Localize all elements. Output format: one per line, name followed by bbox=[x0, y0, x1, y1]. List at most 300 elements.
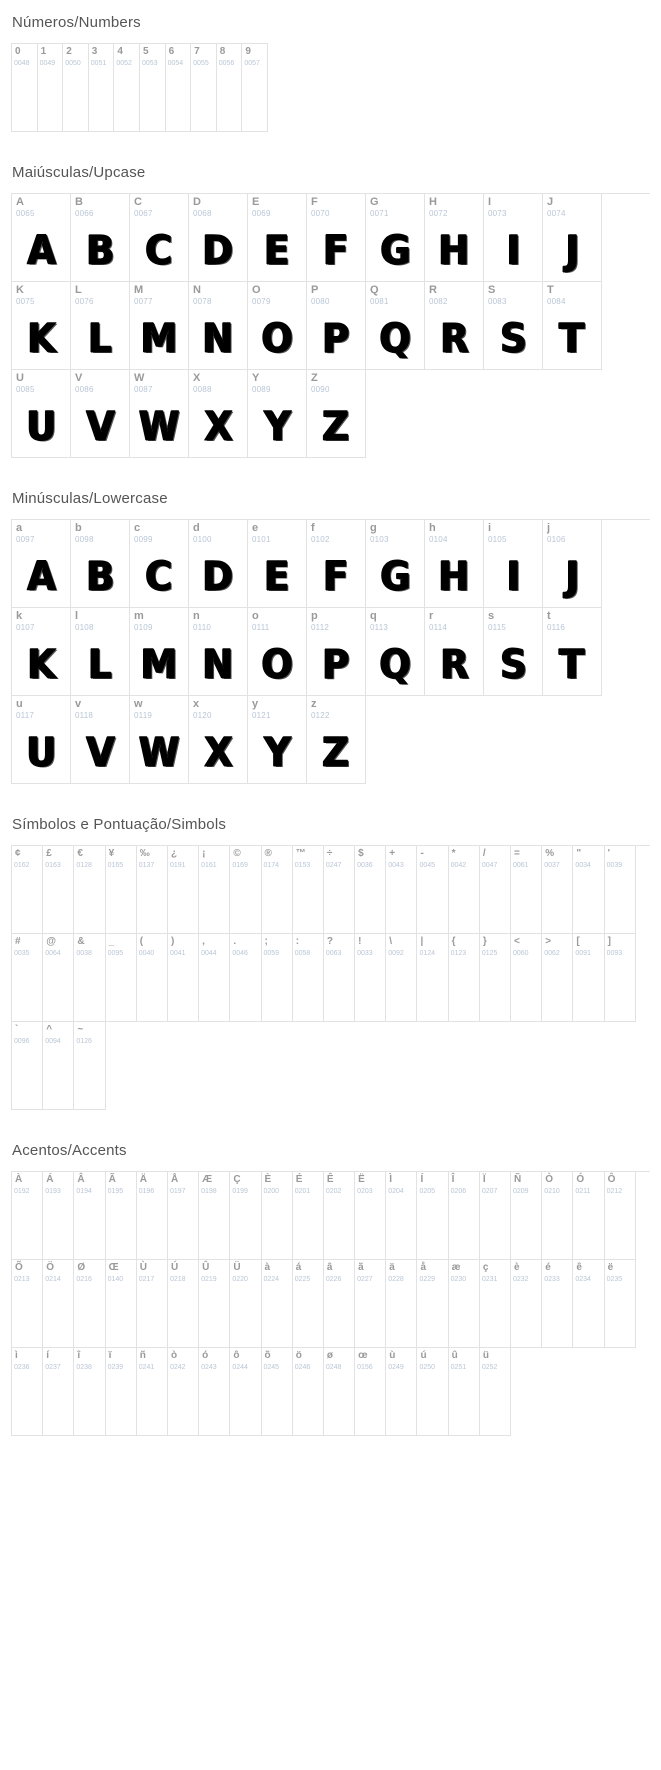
glyph-char-label: V bbox=[75, 372, 83, 384]
glyph-cell[interactable] bbox=[386, 934, 417, 1022]
glyph-code-label: 0047 bbox=[481, 862, 498, 869]
glyph-cell[interactable] bbox=[386, 1172, 417, 1260]
glyph-cell[interactable] bbox=[293, 846, 324, 934]
glyph-preview bbox=[12, 308, 70, 370]
glyph-cell[interactable] bbox=[417, 846, 448, 934]
glyph-cell[interactable] bbox=[130, 608, 189, 696]
section-title-accents: Acentos/Accents bbox=[12, 1142, 127, 1159]
glyph-cell[interactable] bbox=[199, 1172, 230, 1260]
glyph-preview-text: N bbox=[202, 642, 234, 688]
glyph-char-label: © bbox=[233, 848, 241, 859]
glyph-preview bbox=[191, 70, 216, 132]
glyph-cell[interactable] bbox=[480, 1260, 511, 1348]
glyph-cell[interactable] bbox=[137, 1172, 168, 1260]
glyph-char-label: Û bbox=[202, 1262, 210, 1273]
glyph-cell[interactable] bbox=[74, 1348, 105, 1436]
glyph-char-label: Ò bbox=[545, 1174, 553, 1185]
glyph-code-label: 0197 bbox=[169, 1188, 186, 1195]
glyph-cell[interactable] bbox=[38, 44, 64, 132]
glyph-cell[interactable] bbox=[12, 696, 71, 784]
glyph-preview bbox=[12, 960, 42, 1022]
glyph-cell[interactable] bbox=[189, 608, 248, 696]
glyph-preview bbox=[484, 220, 542, 282]
glyph-cell[interactable] bbox=[137, 1260, 168, 1348]
glyph-cell[interactable] bbox=[189, 370, 248, 458]
glyph-cell[interactable] bbox=[12, 44, 38, 132]
glyph-cell[interactable] bbox=[307, 282, 366, 370]
glyph-code-label: 0116 bbox=[547, 623, 566, 632]
glyph-cell[interactable] bbox=[262, 934, 293, 1022]
glyph-cell[interactable] bbox=[137, 934, 168, 1022]
glyph-cell[interactable] bbox=[449, 1172, 480, 1260]
glyph-cell[interactable] bbox=[262, 846, 293, 934]
glyph-cell[interactable] bbox=[130, 282, 189, 370]
glyph-cell[interactable] bbox=[307, 608, 366, 696]
glyph-preview bbox=[449, 872, 479, 934]
glyph-char-label: ; bbox=[264, 936, 268, 947]
glyph-cell[interactable] bbox=[542, 1172, 573, 1260]
glyph-preview bbox=[484, 634, 542, 696]
glyph-preview bbox=[324, 1286, 354, 1348]
glyph-preview-text: V bbox=[85, 404, 115, 450]
glyph-preview bbox=[425, 220, 483, 282]
glyph-cell[interactable] bbox=[293, 1172, 324, 1260]
glyph-cell[interactable] bbox=[425, 520, 484, 608]
glyph-cell[interactable] bbox=[248, 520, 307, 608]
glyph-cell[interactable] bbox=[248, 194, 307, 282]
glyph-cell[interactable] bbox=[484, 282, 543, 370]
glyph-cell[interactable] bbox=[417, 1348, 448, 1436]
glyph-preview bbox=[168, 1374, 198, 1436]
glyph-preview bbox=[573, 1198, 603, 1260]
glyph-char-label: Ç bbox=[233, 1174, 241, 1185]
glyph-cell[interactable] bbox=[199, 1260, 230, 1348]
glyph-cell[interactable] bbox=[12, 1348, 43, 1436]
glyph-cell[interactable] bbox=[543, 194, 602, 282]
glyph-preview-text: W bbox=[138, 404, 180, 450]
glyph-code-label: 0068 bbox=[193, 209, 212, 218]
glyph-code-label: 0162 bbox=[14, 862, 30, 869]
glyph-cell[interactable] bbox=[168, 1260, 199, 1348]
glyph-cell[interactable] bbox=[605, 1260, 636, 1348]
glyph-cell[interactable] bbox=[71, 608, 130, 696]
glyph-char-label: } bbox=[482, 936, 487, 947]
glyph-preview bbox=[230, 872, 260, 934]
glyph-code-label: 0194 bbox=[76, 1188, 92, 1195]
glyph-preview-text: S bbox=[499, 316, 527, 362]
glyph-char-label: 6 bbox=[168, 46, 175, 57]
glyph-code-label: 0118 bbox=[75, 711, 94, 720]
glyph-cell[interactable] bbox=[307, 194, 366, 282]
glyph-cell[interactable] bbox=[366, 608, 425, 696]
glyph-char-label: ® bbox=[264, 848, 272, 859]
glyph-preview-text: C bbox=[145, 554, 173, 600]
glyph-cell[interactable] bbox=[511, 1172, 542, 1260]
glyph-preview bbox=[307, 308, 365, 370]
glyph-code-label: 0122 bbox=[311, 711, 330, 720]
glyph-cell[interactable] bbox=[106, 934, 137, 1022]
glyph-cell[interactable] bbox=[293, 934, 324, 1022]
glyph-preview bbox=[189, 220, 247, 282]
glyph-cell[interactable] bbox=[542, 934, 573, 1022]
glyph-preview-text: B bbox=[85, 228, 115, 274]
glyph-char-label: æ bbox=[451, 1262, 461, 1273]
glyph-char-label: ñ bbox=[139, 1350, 146, 1361]
glyph-cell[interactable] bbox=[12, 1022, 43, 1110]
glyph-cell[interactable] bbox=[43, 1172, 74, 1260]
glyph-cell[interactable] bbox=[74, 846, 105, 934]
glyph-cell[interactable] bbox=[355, 1172, 386, 1260]
glyph-code-label: 0037 bbox=[544, 862, 560, 869]
glyph-char-label: / bbox=[482, 848, 486, 859]
glyph-code-label: 0036 bbox=[357, 862, 373, 869]
glyph-char-label: E bbox=[252, 196, 260, 208]
glyph-cell[interactable] bbox=[168, 1348, 199, 1436]
glyph-char-label: _ bbox=[108, 936, 115, 947]
glyph-cell[interactable] bbox=[199, 1348, 230, 1436]
glyph-char-label: Ñ bbox=[514, 1174, 522, 1185]
glyph-preview bbox=[43, 1048, 73, 1110]
glyph-cell[interactable] bbox=[189, 696, 248, 784]
glyph-cell[interactable] bbox=[12, 1260, 43, 1348]
glyph-cell[interactable] bbox=[605, 846, 636, 934]
glyph-cell[interactable] bbox=[189, 520, 248, 608]
glyph-cell[interactable] bbox=[106, 1348, 137, 1436]
glyph-char-label: ¡ bbox=[202, 848, 206, 859]
glyph-cell[interactable] bbox=[307, 370, 366, 458]
glyph-char-label: , bbox=[202, 936, 205, 947]
glyph-cell[interactable] bbox=[140, 44, 166, 132]
glyph-preview bbox=[199, 960, 229, 1022]
glyph-cell[interactable] bbox=[511, 846, 542, 934]
glyph-cell[interactable] bbox=[425, 282, 484, 370]
glyph-code-label: 0069 bbox=[252, 209, 271, 218]
glyph-char-label: à bbox=[264, 1262, 271, 1273]
glyph-cell[interactable] bbox=[230, 1260, 261, 1348]
glyph-cell[interactable] bbox=[248, 608, 307, 696]
glyph-preview bbox=[573, 960, 603, 1022]
glyph-preview-text: G bbox=[379, 228, 411, 274]
glyph-cell[interactable] bbox=[605, 934, 636, 1022]
glyph-cell[interactable] bbox=[324, 846, 355, 934]
glyph-preview-text: O bbox=[261, 642, 293, 688]
glyph-code-label: 0071 bbox=[370, 209, 389, 218]
glyph-cell[interactable] bbox=[130, 370, 189, 458]
glyph-cell[interactable] bbox=[130, 520, 189, 608]
glyph-code-label: 0057 bbox=[244, 60, 260, 67]
glyph-cell[interactable] bbox=[366, 520, 425, 608]
glyph-cell[interactable] bbox=[71, 370, 130, 458]
glyph-cell[interactable] bbox=[12, 282, 71, 370]
glyph-char-label: À bbox=[15, 1174, 23, 1185]
glyph-char-label: î bbox=[77, 1350, 81, 1361]
glyph-cell[interactable] bbox=[130, 194, 189, 282]
glyph-cell[interactable] bbox=[480, 1172, 511, 1260]
glyph-cell[interactable] bbox=[248, 282, 307, 370]
glyph-cell[interactable] bbox=[217, 44, 243, 132]
glyph-preview-text: D bbox=[202, 228, 234, 274]
glyph-cell[interactable] bbox=[573, 934, 604, 1022]
glyph-preview-text: P bbox=[322, 642, 350, 688]
glyph-preview bbox=[199, 872, 229, 934]
glyph-cell[interactable] bbox=[417, 1172, 448, 1260]
glyph-cell[interactable] bbox=[484, 194, 543, 282]
glyph-preview bbox=[217, 70, 242, 132]
glyph-preview bbox=[71, 546, 129, 608]
glyph-cell[interactable] bbox=[74, 1172, 105, 1260]
glyph-char-label: 7 bbox=[194, 46, 200, 57]
glyph-cell[interactable] bbox=[355, 934, 386, 1022]
glyph-cell[interactable] bbox=[63, 44, 89, 132]
section-numbers bbox=[0, 0, 661, 150]
glyph-cell[interactable] bbox=[307, 696, 366, 784]
glyph-code-label: 0070 bbox=[311, 209, 330, 218]
glyph-cell[interactable] bbox=[130, 696, 189, 784]
glyph-cell[interactable] bbox=[43, 1260, 74, 1348]
glyph-preview bbox=[307, 396, 365, 458]
glyph-char-label: g bbox=[370, 522, 377, 534]
glyph-cell[interactable] bbox=[449, 1348, 480, 1436]
glyph-code-label: 0199 bbox=[232, 1188, 248, 1195]
glyph-char-label: c bbox=[134, 522, 141, 534]
glyph-preview bbox=[166, 70, 191, 132]
glyph-code-label: 0062 bbox=[544, 950, 560, 957]
glyph-preview bbox=[511, 872, 541, 934]
glyph-cell[interactable] bbox=[324, 1172, 355, 1260]
glyph-char-label: h bbox=[429, 522, 436, 534]
glyph-cell[interactable] bbox=[71, 282, 130, 370]
glyph-cell[interactable] bbox=[189, 282, 248, 370]
glyph-preview bbox=[106, 1374, 136, 1436]
section-spacer bbox=[0, 458, 661, 476]
glyph-preview-text: M bbox=[140, 316, 178, 362]
glyph-cell[interactable] bbox=[262, 1172, 293, 1260]
glyph-cell[interactable] bbox=[324, 1260, 355, 1348]
glyph-code-label: 0201 bbox=[294, 1188, 311, 1195]
glyph-cell[interactable] bbox=[12, 934, 43, 1022]
glyph-cell[interactable] bbox=[71, 194, 130, 282]
glyph-cell[interactable] bbox=[573, 1172, 604, 1260]
glyph-preview bbox=[425, 634, 483, 696]
glyph-preview bbox=[168, 872, 198, 934]
glyph-cell[interactable] bbox=[12, 846, 43, 934]
glyph-char-label: ò bbox=[170, 1350, 178, 1361]
glyph-cell[interactable] bbox=[189, 194, 248, 282]
glyph-cell[interactable] bbox=[137, 846, 168, 934]
glyph-cell[interactable] bbox=[366, 282, 425, 370]
glyph-char-label: ÷ bbox=[326, 848, 333, 859]
glyph-preview bbox=[199, 1374, 229, 1436]
glyph-cell[interactable] bbox=[355, 1348, 386, 1436]
glyph-cell[interactable] bbox=[417, 934, 448, 1022]
glyph-char-label: | bbox=[420, 936, 424, 947]
glyph-char-label: O bbox=[252, 284, 261, 296]
glyph-code-label: 0202 bbox=[325, 1188, 342, 1195]
glyph-grid-numbers bbox=[11, 43, 268, 132]
glyph-char-label: â bbox=[326, 1262, 333, 1273]
glyph-cell[interactable] bbox=[12, 608, 71, 696]
glyph-preview bbox=[12, 1286, 42, 1348]
glyph-preview bbox=[324, 872, 354, 934]
glyph-cell[interactable] bbox=[293, 1260, 324, 1348]
glyph-cell[interactable] bbox=[74, 1022, 105, 1110]
glyph-cell[interactable] bbox=[230, 1172, 261, 1260]
glyph-cell[interactable] bbox=[484, 608, 543, 696]
glyph-preview-text: Q bbox=[379, 642, 411, 688]
glyph-cell[interactable] bbox=[106, 1172, 137, 1260]
glyph-code-label: 0092 bbox=[388, 950, 404, 957]
glyph-cell[interactable] bbox=[262, 1348, 293, 1436]
glyph-cell[interactable] bbox=[511, 1260, 542, 1348]
glyph-preview-text: H bbox=[438, 554, 470, 600]
glyph-char-label: e bbox=[252, 522, 259, 534]
glyph-cell[interactable] bbox=[166, 44, 192, 132]
glyph-char-label: S bbox=[488, 284, 496, 296]
glyph-cell[interactable] bbox=[230, 934, 261, 1022]
glyph-cell[interactable] bbox=[543, 282, 602, 370]
glyph-code-label: 0048 bbox=[14, 60, 30, 67]
glyph-cell[interactable] bbox=[293, 1348, 324, 1436]
glyph-code-label: 0163 bbox=[45, 862, 61, 869]
glyph-cell[interactable] bbox=[71, 520, 130, 608]
glyph-cell[interactable] bbox=[425, 194, 484, 282]
glyph-cell[interactable] bbox=[71, 696, 130, 784]
glyph-cell[interactable] bbox=[199, 934, 230, 1022]
glyph-cell[interactable] bbox=[12, 520, 71, 608]
glyph-cell[interactable] bbox=[199, 846, 230, 934]
glyph-preview bbox=[417, 1286, 447, 1348]
glyph-cell[interactable] bbox=[324, 1348, 355, 1436]
glyph-cell[interactable] bbox=[386, 1260, 417, 1348]
glyph-cell[interactable] bbox=[74, 934, 105, 1022]
glyph-code-label: 0094 bbox=[45, 1038, 61, 1045]
glyph-preview bbox=[43, 960, 73, 1022]
glyph-code-label: 0082 bbox=[429, 297, 448, 306]
glyph-cell[interactable] bbox=[191, 44, 217, 132]
glyph-code-label: 0225 bbox=[294, 1276, 311, 1283]
glyph-cell[interactable] bbox=[542, 1260, 573, 1348]
glyph-code-label: 0035 bbox=[14, 950, 30, 957]
glyph-cell[interactable] bbox=[449, 846, 480, 934]
glyph-cell[interactable] bbox=[366, 194, 425, 282]
glyph-cell[interactable] bbox=[573, 846, 604, 934]
glyph-code-label: 0237 bbox=[45, 1364, 61, 1371]
glyph-preview bbox=[199, 1286, 229, 1348]
glyph-cell[interactable] bbox=[480, 846, 511, 934]
glyph-cell[interactable] bbox=[543, 608, 602, 696]
glyph-cell[interactable] bbox=[324, 934, 355, 1022]
glyph-preview-text: Q bbox=[379, 316, 411, 362]
glyph-cell[interactable] bbox=[106, 1260, 137, 1348]
glyph-code-label: 0039 bbox=[606, 862, 623, 869]
glyph-cell[interactable] bbox=[480, 934, 511, 1022]
glyph-cell[interactable] bbox=[248, 696, 307, 784]
glyph-cell[interactable] bbox=[355, 846, 386, 934]
glyph-cell[interactable] bbox=[168, 1172, 199, 1260]
glyph-cell[interactable] bbox=[386, 1348, 417, 1436]
glyph-cell[interactable] bbox=[137, 1348, 168, 1436]
glyph-cell[interactable] bbox=[417, 1260, 448, 1348]
glyph-cell[interactable] bbox=[511, 934, 542, 1022]
glyph-cell[interactable] bbox=[168, 846, 199, 934]
glyph-cell[interactable] bbox=[484, 520, 543, 608]
glyph-preview-text: Z bbox=[322, 404, 350, 450]
glyph-preview bbox=[248, 722, 306, 784]
glyph-cell[interactable] bbox=[12, 194, 71, 282]
glyph-code-label: 0044 bbox=[201, 950, 217, 957]
glyph-cell[interactable] bbox=[605, 1172, 636, 1260]
glyph-cell[interactable] bbox=[355, 1260, 386, 1348]
glyph-char-label: Ë bbox=[358, 1174, 365, 1185]
glyph-cell[interactable] bbox=[573, 1260, 604, 1348]
glyph-cell[interactable] bbox=[230, 1348, 261, 1436]
glyph-cell[interactable] bbox=[248, 370, 307, 458]
glyph-preview bbox=[386, 960, 416, 1022]
glyph-preview bbox=[293, 1374, 323, 1436]
glyph-cell[interactable] bbox=[449, 1260, 480, 1348]
glyph-char-label: 0 bbox=[15, 46, 21, 57]
glyph-code-label: 0220 bbox=[232, 1276, 248, 1283]
glyph-char-label: - bbox=[420, 848, 424, 859]
glyph-preview bbox=[355, 960, 385, 1022]
glyph-char-label: Y bbox=[252, 372, 260, 384]
glyph-cell[interactable] bbox=[106, 846, 137, 934]
glyph-cell[interactable] bbox=[307, 520, 366, 608]
glyph-preview bbox=[106, 960, 136, 1022]
glyph-preview bbox=[293, 872, 323, 934]
glyph-code-label: 0169 bbox=[232, 862, 248, 869]
glyph-cell[interactable] bbox=[262, 1260, 293, 1348]
glyph-cell[interactable] bbox=[43, 846, 74, 934]
glyph-cell[interactable] bbox=[168, 934, 199, 1022]
glyph-cell[interactable] bbox=[43, 934, 74, 1022]
glyph-cell[interactable] bbox=[480, 1348, 511, 1436]
glyph-char-label: ™ bbox=[295, 848, 306, 859]
glyph-grid-symbols bbox=[11, 845, 650, 1110]
glyph-char-label: ü bbox=[482, 1350, 489, 1361]
glyph-cell[interactable] bbox=[43, 1348, 74, 1436]
glyph-preview-text: T bbox=[559, 642, 585, 688]
glyph-preview bbox=[12, 872, 42, 934]
glyph-cell[interactable] bbox=[543, 520, 602, 608]
glyph-cell[interactable] bbox=[449, 934, 480, 1022]
glyph-cell[interactable] bbox=[89, 44, 115, 132]
glyph-code-label: 0088 bbox=[193, 385, 212, 394]
glyph-preview-text: V bbox=[85, 730, 115, 776]
glyph-cell[interactable] bbox=[43, 1022, 74, 1110]
glyph-preview bbox=[543, 634, 601, 696]
glyph-preview bbox=[573, 872, 603, 934]
glyph-cell[interactable] bbox=[386, 846, 417, 934]
glyph-cell[interactable] bbox=[425, 608, 484, 696]
glyph-preview-text: K bbox=[26, 642, 56, 688]
glyph-cell[interactable] bbox=[12, 1172, 43, 1260]
glyph-char-label: Ä bbox=[139, 1174, 147, 1185]
glyph-code-label: 0213 bbox=[14, 1276, 30, 1283]
glyph-preview-text: A bbox=[26, 228, 56, 274]
glyph-code-label: 0245 bbox=[263, 1364, 280, 1371]
glyph-cell[interactable] bbox=[230, 846, 261, 934]
glyph-cell[interactable] bbox=[242, 44, 268, 132]
glyph-cell[interactable] bbox=[74, 1260, 105, 1348]
glyph-char-label: B bbox=[75, 196, 83, 208]
glyph-cell[interactable] bbox=[12, 370, 71, 458]
glyph-cell[interactable] bbox=[542, 846, 573, 934]
glyph-char-label: & bbox=[77, 936, 85, 947]
glyph-char-label: ù bbox=[389, 1350, 396, 1361]
glyph-code-label: 0091 bbox=[575, 950, 591, 957]
glyph-cell[interactable] bbox=[114, 44, 140, 132]
